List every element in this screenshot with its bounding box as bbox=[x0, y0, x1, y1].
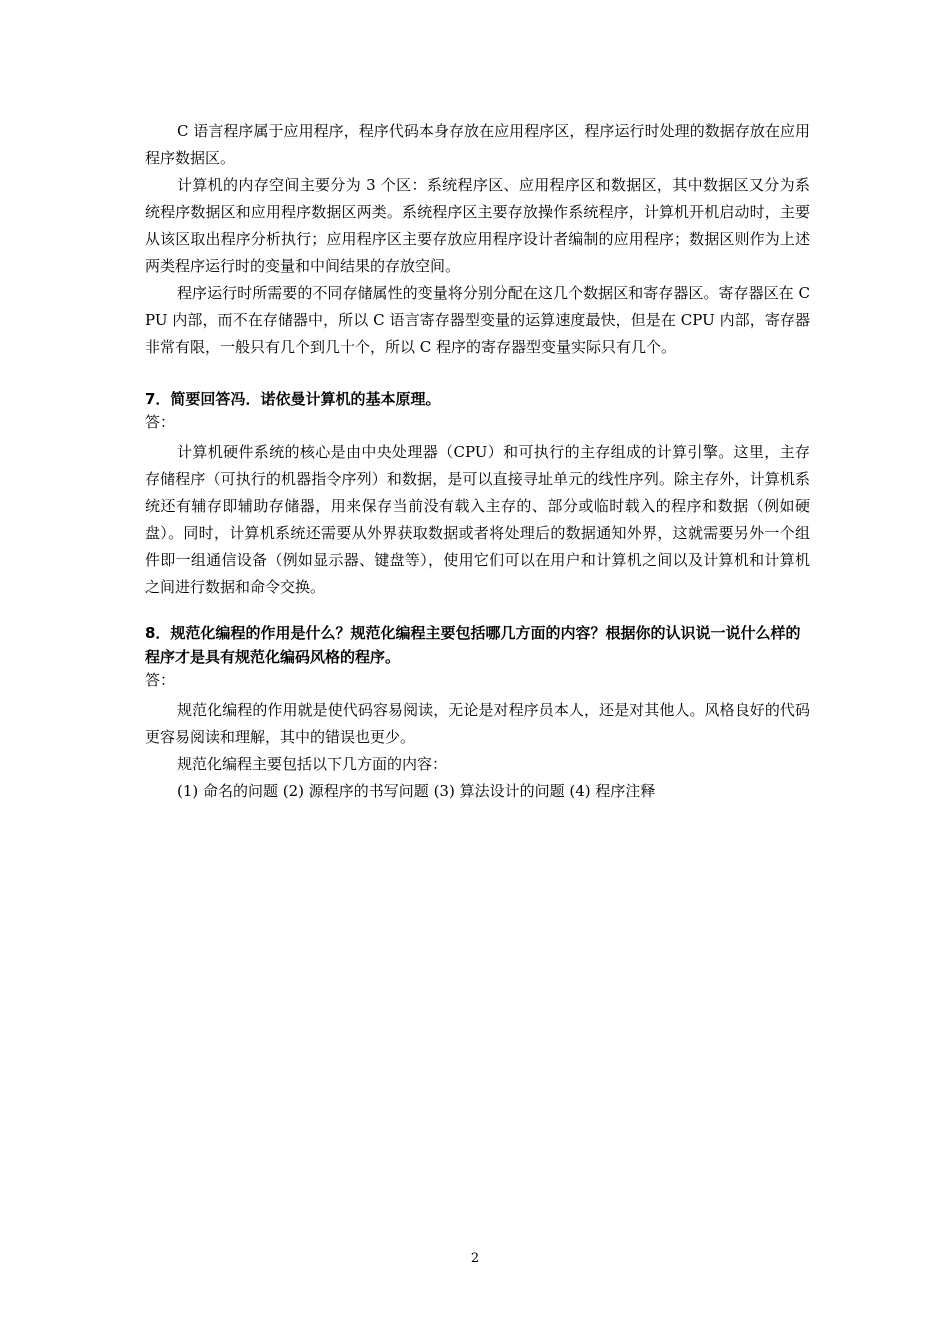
question-8-title: 8．规范化编程的作用是什么？规范化编程主要包括哪几方面的内容？根据你的认识说一说什么样的程序才是具有规范化编码风格的程序。 bbox=[145, 624, 801, 666]
question-8-answer-paragraph-1: 规范化编程的作用就是使代码容易阅读，无论是对程序员本人，还是对其他人。风格良好的代码更容易阅读和理解，其中的错误也更少。 bbox=[145, 701, 810, 746]
page-content bbox=[145, 118, 810, 805]
intro-paragraph-2: 计算机的内存空间主要分为 3 个区：系统程序区、应用程序区和数据区，其中数据区又分为系统程序数据区和应用程序数据区两类。系统程序区主要存放操作系统程序，计算机开机启动时，主要从该区取出程序分析执行；应用程序区主要存放应用程序设计者编制的应用程序；数据区则作为上述两类程序运行时的变量和中间结果的存放空间。 bbox=[145, 176, 810, 275]
page-number: 2 bbox=[470, 1251, 480, 1266]
question-7-section bbox=[145, 387, 810, 601]
question-7-title: 7．简要回答冯．诺依曼计算机的基本原理。 bbox=[145, 390, 441, 408]
question-7-answer-label: 答： bbox=[145, 413, 176, 431]
intro-paragraph-1: C 语言程序属于应用程序，程序代码本身存放在应用程序区，程序运行时处理的数据存放在应用程序数据区。 bbox=[145, 122, 810, 167]
question-7-answer-paragraph: 计算机硬件系统的核心是由中央处理器（CPU）和可执行的主存组成的计算引擎。这里，主存存储程序（可执行的机器指令序列）和数据，是可以直接寻址单元的线性序列。除主存外，计算机系统还有辅存即辅助存储器，用来保存当前没有载入主存的、部分或临时载入的程序和数据（例如硬盘）。同时，计算机系统还需要从外界获取数据或者将处理后的数据通知外界，这就需要另外一个组件即一组通信设备（例如显示器、键盘等），使用它们可以在用户和计算机之间以及计算机和计算机之间进行数据和命令交换。 bbox=[145, 443, 810, 596]
intro-paragraph-3: 程序运行时所需要的不同存储属性的变量将分别分配在这几个数据区和寄存器区。寄存器区在 CPU 内部，而不在存储器中，所以 C 语言寄存器型变量的运算速度最快，但是在 CPU 内部，寄存器非常有限，一般只有几个到几十个，所以 C 程序的寄存器型变量实际只有几个。 bbox=[145, 284, 810, 356]
section-spacer bbox=[145, 361, 810, 387]
question-8-answer-paragraph-2: 规范化编程主要包括以下几方面的内容： bbox=[177, 755, 448, 773]
question-8-answer-list: (1) 命名的问题 (2) 源程序的书写问题 (3) 算法设计的问题 (4) 程序注释 bbox=[177, 782, 656, 800]
intro-section bbox=[145, 118, 810, 361]
question-8-section bbox=[145, 621, 810, 805]
question-8-answer-label: 答： bbox=[145, 671, 176, 689]
section-spacer bbox=[145, 601, 810, 621]
